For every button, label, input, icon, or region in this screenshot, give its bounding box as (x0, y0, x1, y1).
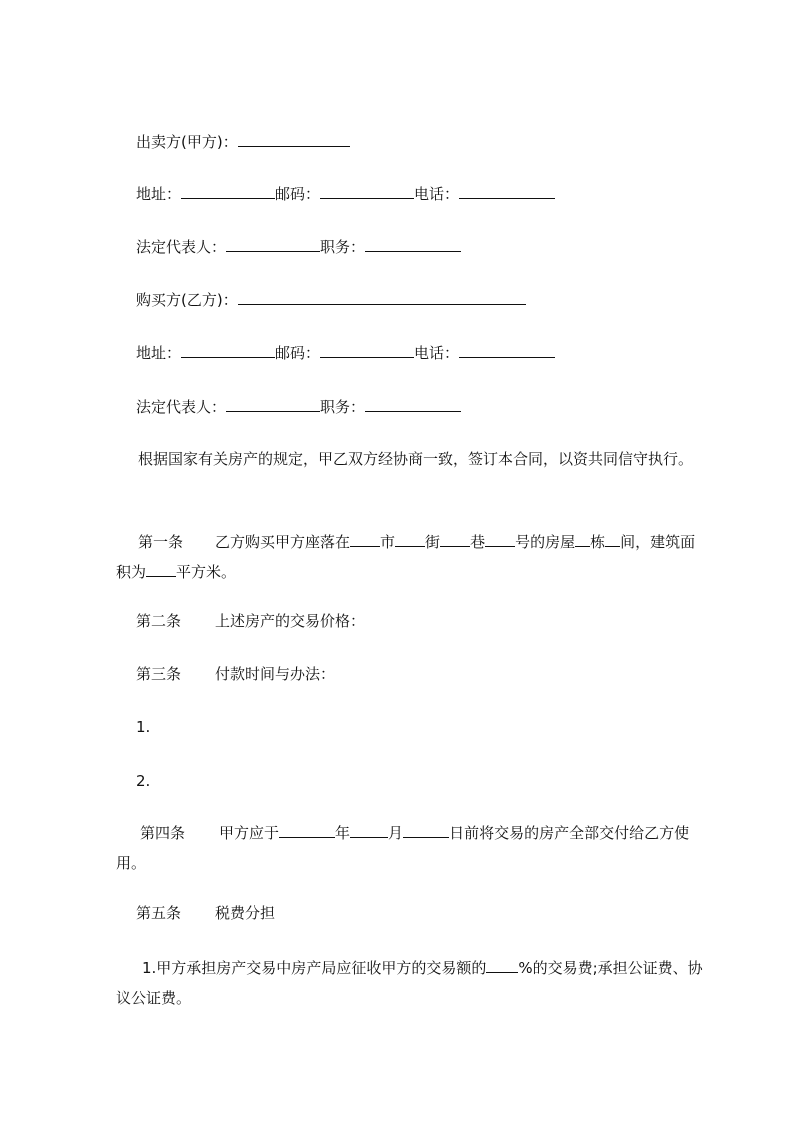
buyer-postcode-label: 邮码： (275, 344, 321, 362)
article-1-text-d: 巷 (470, 533, 486, 551)
article-1-text-f: 栋 (590, 533, 606, 551)
article-1-text-a: 乙方购买甲方座落在 (215, 533, 351, 551)
seller-contact-line (136, 184, 555, 204)
clause-5-1 (116, 953, 710, 1013)
seller-address-label: 地址： (136, 185, 182, 203)
seller-title-label: 职务： (320, 238, 366, 256)
buyer-name-blank[interactable] (238, 290, 526, 305)
seller-label: 出卖方(甲方)： (136, 133, 238, 151)
article-4-text-d: 日前将交易的房产全部交付给乙方使用。 (116, 824, 690, 872)
buyer-address-blank[interactable] (181, 343, 275, 358)
building-blank[interactable] (575, 532, 590, 547)
article-5 (136, 903, 275, 923)
article-2-text: 上述房产的交易价格： (215, 612, 366, 630)
seller-postcode-label: 邮码： (275, 185, 321, 203)
buyer-phone-blank[interactable] (459, 343, 555, 358)
article-4-heading: 第四条 (140, 824, 186, 842)
buyer-postcode-blank[interactable] (320, 343, 414, 358)
month-blank[interactable] (350, 823, 388, 838)
room-blank[interactable] (605, 532, 620, 547)
seller-postcode-blank[interactable] (320, 184, 414, 199)
seller-line (136, 132, 350, 152)
seller-rep-line (136, 237, 461, 257)
buyer-line (136, 290, 526, 310)
day-blank[interactable] (403, 823, 449, 838)
seller-phone-label: 电话： (414, 185, 460, 203)
buyer-title-blank[interactable] (365, 397, 461, 412)
article-3 (136, 664, 335, 684)
article-2-heading: 第二条 (136, 612, 182, 630)
article-1-text-b: 市 (380, 533, 396, 551)
article-1-heading: 第一条 (138, 533, 184, 551)
number-blank[interactable] (485, 532, 515, 547)
lane-blank[interactable] (440, 532, 470, 547)
article-4-text-a: 甲方应于 (219, 824, 280, 842)
article-4-text-b: 年 (335, 824, 351, 842)
buyer-rep-blank[interactable] (226, 397, 320, 412)
list-item: 2. (136, 772, 151, 790)
article-1-text-e: 号的房屋 (515, 533, 576, 551)
buyer-rep-label: 法定代表人： (136, 398, 227, 416)
buyer-contact-line (136, 343, 555, 363)
area-blank[interactable] (146, 562, 176, 577)
article-1-text-h: 平方米。 (176, 563, 237, 581)
fee-percent-blank[interactable] (486, 958, 518, 973)
article-3-text: 付款时间与办法： (215, 665, 336, 683)
seller-name-blank[interactable] (238, 132, 350, 147)
seller-rep-blank[interactable] (226, 237, 320, 252)
article-2 (136, 611, 365, 631)
article-4 (116, 818, 710, 878)
buyer-rep-line (136, 397, 461, 417)
article-5-text: 税费分担 (215, 904, 276, 922)
clause-5-1-text-a: 1.甲方承担房产交易中房产局应征收甲方的交易额的 (142, 959, 487, 977)
buyer-title-label: 职务： (320, 398, 366, 416)
article-4-text-c: 月 (388, 824, 404, 842)
article-3-heading: 第三条 (136, 665, 182, 683)
buyer-phone-label: 电话： (414, 344, 460, 362)
article-1-text-g: 间，建筑面积为 (116, 533, 696, 581)
seller-address-blank[interactable] (181, 184, 275, 199)
article-1-text-c: 街 (425, 533, 441, 551)
buyer-address-label: 地址： (136, 344, 182, 362)
city-blank[interactable] (350, 532, 380, 547)
year-blank[interactable] (279, 823, 335, 838)
buyer-label: 购买方(乙方)： (136, 291, 238, 309)
clause-5-1-text-b: %的交易费;承担公证费、协议公证费。 (116, 959, 703, 1007)
seller-rep-label: 法定代表人： (136, 238, 227, 256)
article-5-heading: 第五条 (136, 904, 182, 922)
seller-phone-blank[interactable] (459, 184, 555, 199)
street-blank[interactable] (395, 532, 425, 547)
list-item: 1. (136, 718, 151, 736)
preamble-paragraph: 根据国家有关房产的规定，甲乙双方经协商一致，签订本合同，以资共同信守执行。 (138, 450, 694, 468)
seller-title-blank[interactable] (365, 237, 461, 252)
article-1 (116, 527, 710, 587)
